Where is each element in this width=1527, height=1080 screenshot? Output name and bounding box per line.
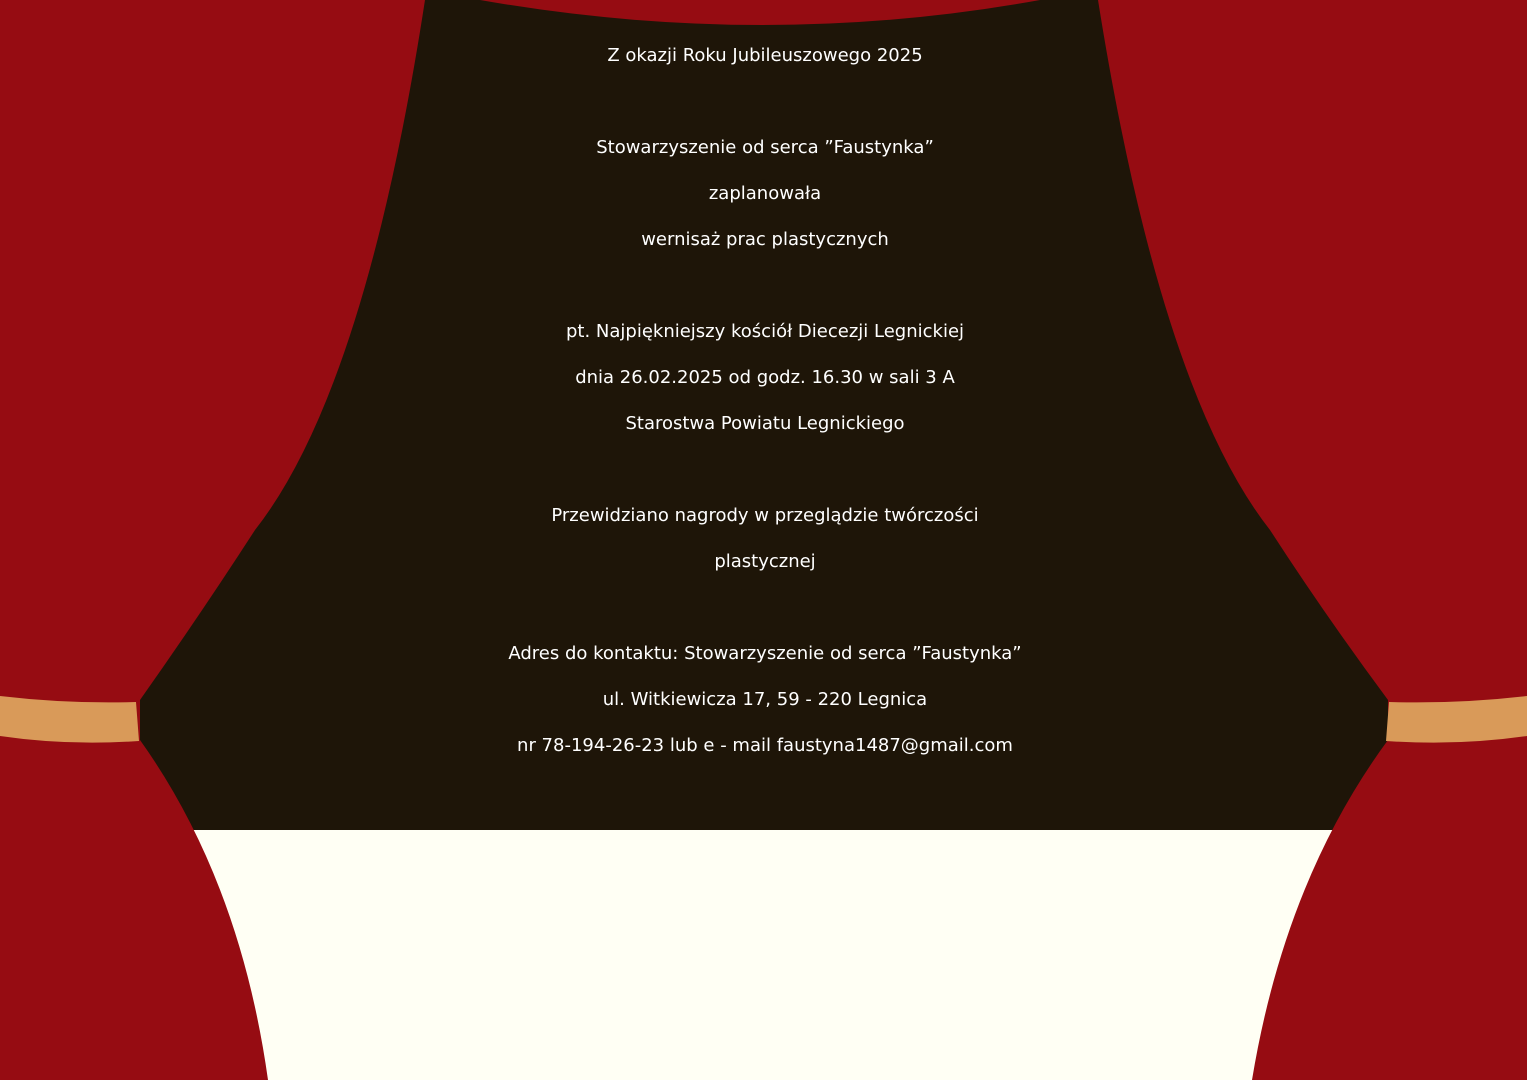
venue-line: Starostwa Powiatu Legnickiego [625, 413, 905, 434]
organizer-line: Stowarzyszenie od serca ”Faustynka” [596, 137, 934, 158]
right-curtain-tieback [1386, 696, 1527, 743]
event-announcement [300, 33, 1230, 769]
prizes-line-continued: plastycznej [714, 551, 816, 572]
left-curtain-tieback [0, 696, 139, 743]
exhibition-title-line: pt. Najpiękniejszy kościół Diecezji Legnickiej [565, 321, 965, 342]
address-line: ul. Witkiewicza 17, 59 - 220 Legnica [602, 689, 928, 710]
contact-line: Adres do kontaktu: Stowarzyszenie od serca ”Faustynka” [508, 643, 1022, 664]
occasion-line: Z okazji Roku Jubileuszowego 2025 [607, 45, 923, 66]
phone-email-line: nr 78-194-26-23 lub e - mail faustyna1487@gmail.com [517, 735, 1013, 756]
planned-line: zaplanowała [708, 183, 822, 204]
event-type-line: wernisaż prac plastycznych [641, 229, 889, 250]
stage-floor [150, 830, 1380, 1080]
event-date-line: dnia 26.02.2025 od godz. 16.30 w sali 3 A [575, 367, 955, 388]
prizes-line: Przewidziano nagrody w przeglądzie twórczości [551, 505, 979, 526]
